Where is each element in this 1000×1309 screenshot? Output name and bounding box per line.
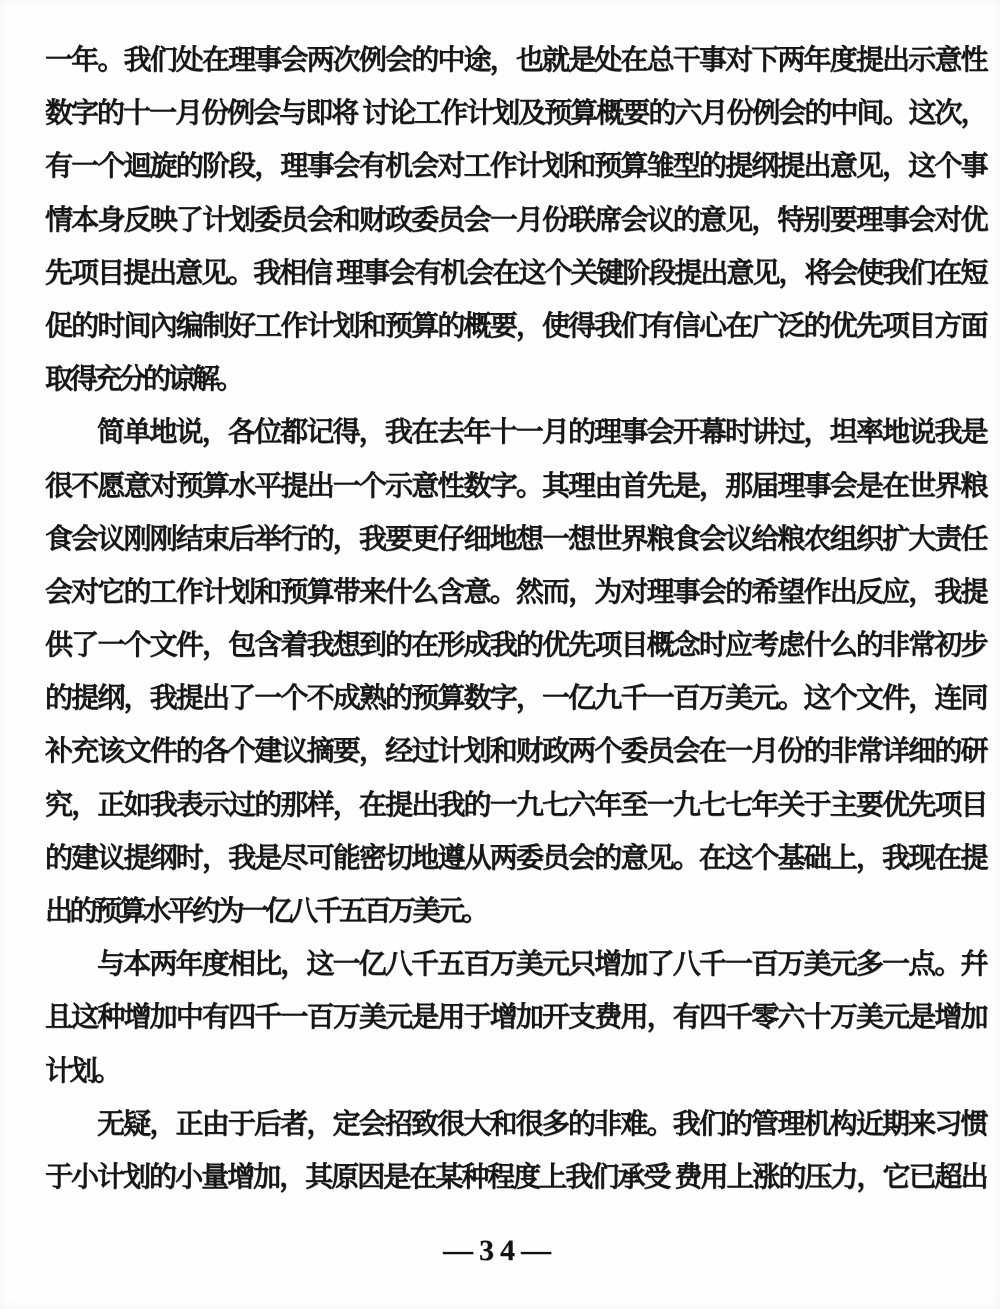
- page-number: —34—: [443, 1234, 557, 1267]
- text-line: 且这种增加中有四千一百万美元是用于增加开支费用，有四千零六十万美元是增加: [45, 1002, 985, 1034]
- text-line: 无疑，正由于后者，定会招致很大和很多的非难。我们的管理机构近期来习惯: [97, 1108, 985, 1140]
- text-line: 补充该文件的各个建议摘要，经过计划和财政两个委员会在一月份的非常详细的研: [45, 736, 985, 768]
- text-line: 会对它的工作计划和预算带来什么含意。然而，为对理事会的希望作出反应，我提: [45, 576, 985, 608]
- text-column: [45, 34, 985, 1204]
- text-line: 有一个迴旋的阶段，理事会有机会对工作计划和预算雏型的提纲提出意见，这个事: [45, 151, 985, 183]
- text-line: 取得充分的谅解。: [45, 364, 242, 396]
- text-line: 的建议提纲时，我是尽可能密切地遵从两委员会的意见。在这个基础上，我现在提: [45, 842, 985, 874]
- text-line: 与本两年度相比，这一亿八千五百万美元只增加了八千一百万美元多一点。幷: [97, 949, 985, 981]
- text-line: 很不愿意对预算水平提出一个示意性数字。其理由首先是，那届理事会是在世界粮: [45, 470, 985, 502]
- text-line: 于小计划的小量增加，其原因是在某种程度上我们承受 费用上涨的压力，它已超出: [45, 1161, 985, 1193]
- text-line: 先项目提出意见。我相信 理事会有机会在这个关键阶段提出意见，将会使我们在短: [45, 257, 985, 289]
- text-line: 情本身反映了计划委员会和财政委员会一月份联席会议的意见，特别要理事会对优: [45, 204, 985, 236]
- text-line: 数字的十一月份例会与即将 讨论工作计划及预算概要的六月份例会的中间。这次，: [45, 98, 985, 130]
- text-line: 一年。我们处在理事会两次例会的中途，也就是处在总干事对下两年度提出示意性: [45, 45, 985, 76]
- text-line: 计划。: [45, 1055, 119, 1087]
- text-line: 食会议刚刚结束后举行的，我要更仔细地想一想世界粮食会议给粮农组织扩大责任: [45, 523, 985, 555]
- text-line: 供了一个文件，包含着我想到的在形成我的优先项目概念时应考虑什么的非常初步: [45, 630, 985, 662]
- text-line: 促的时间內编制好工作计划和预算的概要，使得我们有信心在广泛的优先项目方面: [45, 310, 985, 342]
- text-line: 简单地说，各位都记得，我在去年十一月的理事会开幕时讲过，坦率地说我是: [97, 417, 985, 449]
- text-line: 出的预算水平约为一亿八千五百万美元。: [45, 896, 487, 927]
- text-line: 的提纲，我提出了一个不成熟的预算数字，一亿九千一百万美元。这个文件，连同: [45, 683, 985, 715]
- text-line: 究，正如我表示过的那样，在提出我的一九七六年至一九七七年关于主要优先项目: [45, 789, 985, 821]
